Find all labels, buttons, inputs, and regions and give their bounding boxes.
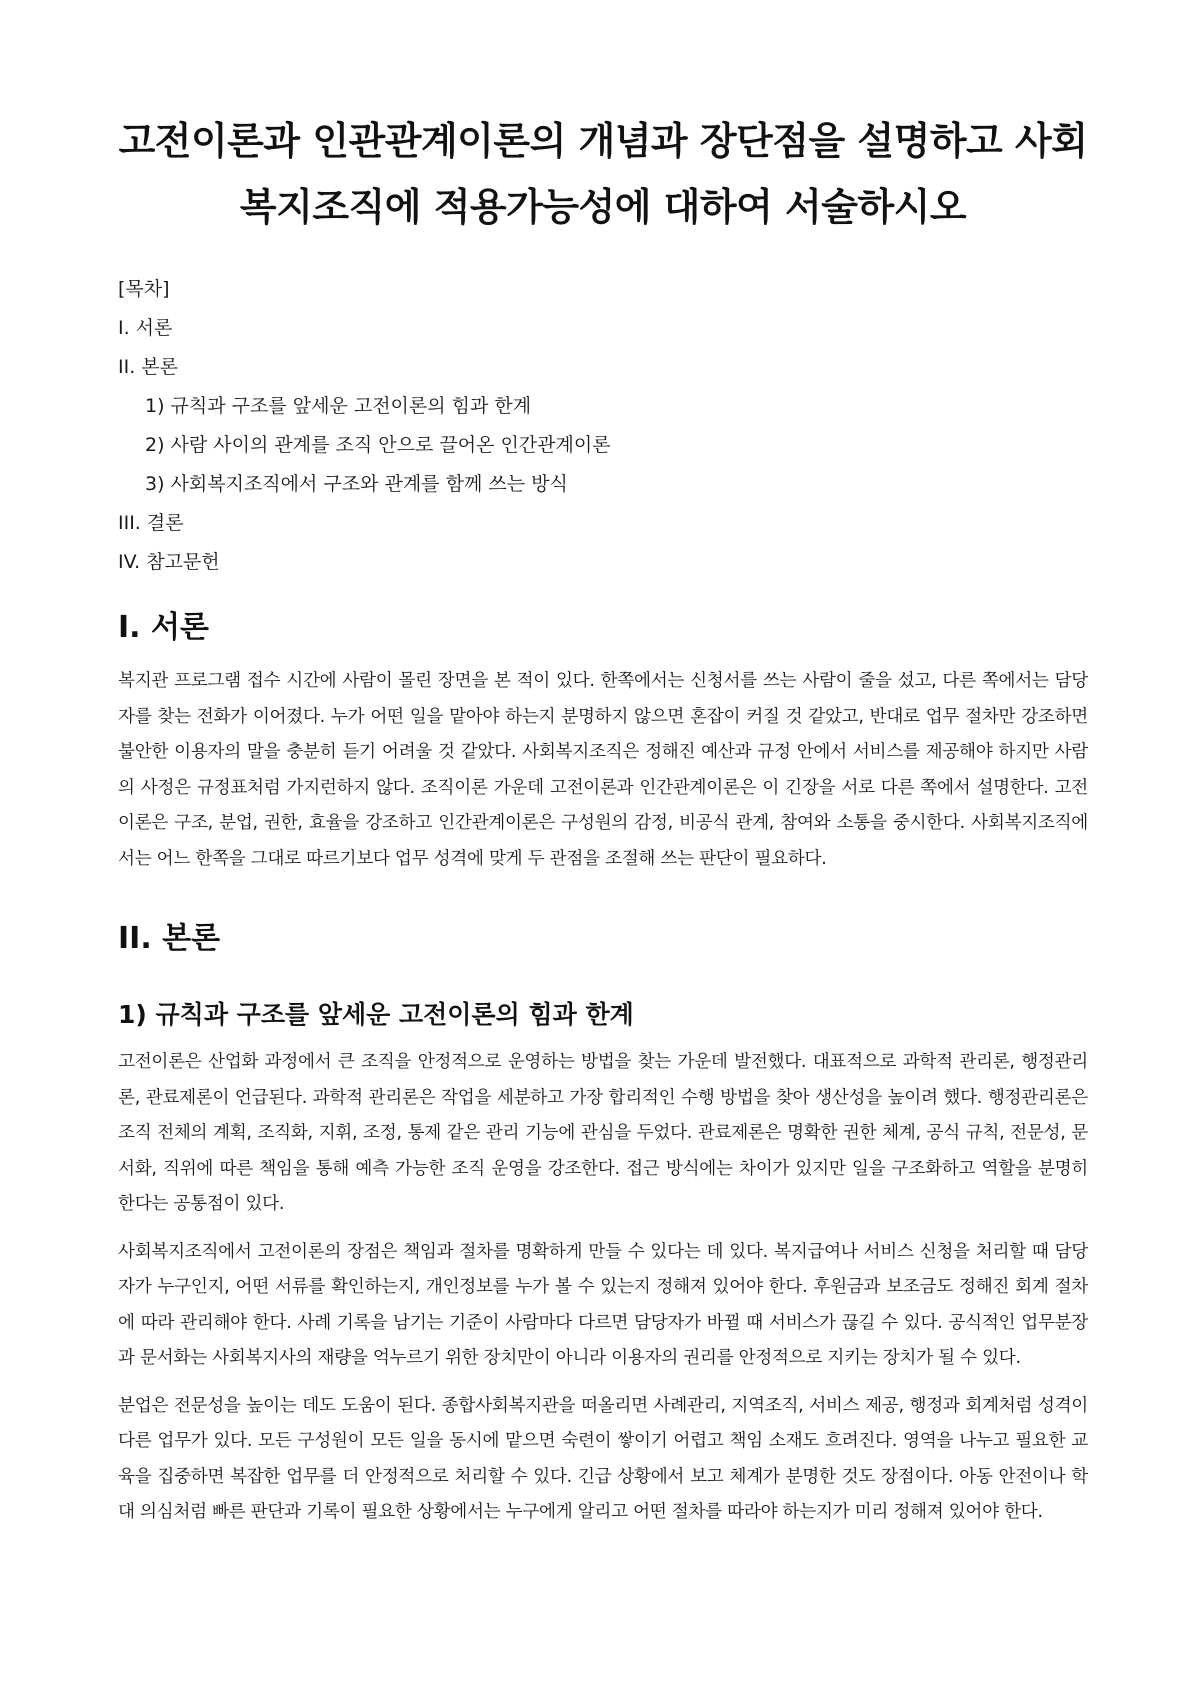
toc-item: 3) 사회복지조직에서 구조와 관계를 함께 쓰는 방식 [145, 473, 568, 495]
toc-item: 1) 규칙과 구조를 앞세운 고전이론의 힘과 한계 [145, 395, 532, 417]
body-paragraph: 고전이론은 산업화 과정에서 큰 조직을 안정적으로 운영하는 방법을 찾는 가운데 발전했다. 대표적으로 과학적 관리론, 행정관리론, 관료제론이 언급된다. 과학적 관리론은 작업을 세분하고 가장 합리적인 수행 방법을 찾아 생산성을 높이려 했다. 행정관리론은 조직 전체의 계획, 조직화, 지휘, 조정, 통제 같은 관리 기능에 관심을 두었다. 관료제론은 명확한 권한 체계, 공식 규칙, 전문성, 문서화, 직위에 따른 책임을 통해 예측 가능한 조직 운영을 강조한다. 접근 방식에는 차이가 있지만 일을 구조화하고 역할을 분명히 한다는 공통점이 있다. [118, 1052, 1088, 1214]
section-heading-introduction: I. 서론 [118, 610, 209, 645]
toc-item: III. 결론 [118, 512, 184, 534]
document-title: 고전이론과 인관관계이론의 개념과 장단점을 설명하고 사회복지조직에 적용가능성에 대하여 서술하시오 [118, 119, 1088, 229]
toc-item: 2) 사람 사이의 관계를 조직 안으로 끌어온 인간관계이론 [145, 434, 611, 456]
toc-item: IV. 참고문헌 [118, 551, 220, 573]
subsection-heading: 1) 규칙과 구조를 앞세운 고전이론의 힘과 한계 [118, 1000, 634, 1029]
toc-item: I. 서론 [118, 317, 173, 339]
body-paragraph: 복지관 프로그램 접수 시간에 사람이 몰린 장면을 본 적이 있다. 한쪽에서는 신청서를 쓰는 사람이 줄을 섰고, 다른 쪽에서는 담당자를 찾는 전화가 이어졌다. 누가 어떤 일을 맡아야 하는지 분명하지 않으면 혼잡이 커질 것 같았고, 반대로 업무 절차만 강조하면 불안한 이용자의 말을 충분히 듣기 어려울 것 같았다. 사회복지조직은 정해진 예산과 규정 안에서 서비스를 제공해야 하지만 사람의 사정은 규정표처럼 가지런하지 않다. 조직이론 가운데 고전이론과 인간관계이론은 이 긴장을 서로 다른 쪽에서 설명한다. 고전이론은 구조, 분업, 권한, 효율을 강조하고 인간관계이론은 구성원의 감정, 비공식 관계, 참여와 소통을 중시한다. 사회복지조직에서는 어느 한쪽을 그대로 따르기보다 업무 성격에 맞게 두 관점을 조절해 쓰는 판단이 필요하다. [118, 671, 1088, 869]
body-paragraph: 분업은 전문성을 높이는 데도 도움이 된다. 종합사회복지관을 떠올리면 사례관리, 지역조직, 서비스 제공, 행정과 회계처럼 성격이 다른 업무가 있다. 모든 구성원이 모든 일을 동시에 맡으면 숙련이 쌓이기 어렵고 책임 소재도 흐려진다. 영역을 나누고 필요한 교육을 집중하면 복잡한 업무를 더 안정적으로 처리할 수 있다. 긴급 상황에서 보고 체계가 분명한 것도 장점이다. 아동 안전이나 학대 의심처럼 빠른 판단과 기록이 필요한 상황에서는 누구에게 알리고 어떤 절차를 따라야 하는지가 미리 정해져 있어야 한다. [118, 1395, 1088, 1522]
toc-item: II. 본론 [118, 356, 178, 378]
table-of-contents [118, 270, 1088, 582]
toc-heading: [목차] [118, 278, 170, 300]
body-paragraph: 사회복지조직에서 고전이론의 장점은 책임과 절차를 명확하게 만들 수 있다는 데 있다. 복지급여나 서비스 신청을 처리할 때 담당자가 누구인지, 어떤 서류를 확인하는지, 개인정보를 누가 볼 수 있는지 정해져 있어야 한다. 후원금과 보조금도 정해진 회계 절차에 따라 관리해야 한다. 사례 기록을 남기는 기준이 사람마다 다르면 담당자가 바뀔 때 서비스가 끊길 수 있다. 공식적인 업무분장과 문서화는 사회복지사의 재량을 억누르기 위한 장치만이 아니라 이용자의 권리를 안정적으로 지키는 장치가 될 수 있다. [118, 1241, 1088, 1368]
section-heading-body: II. 본론 [118, 921, 221, 956]
